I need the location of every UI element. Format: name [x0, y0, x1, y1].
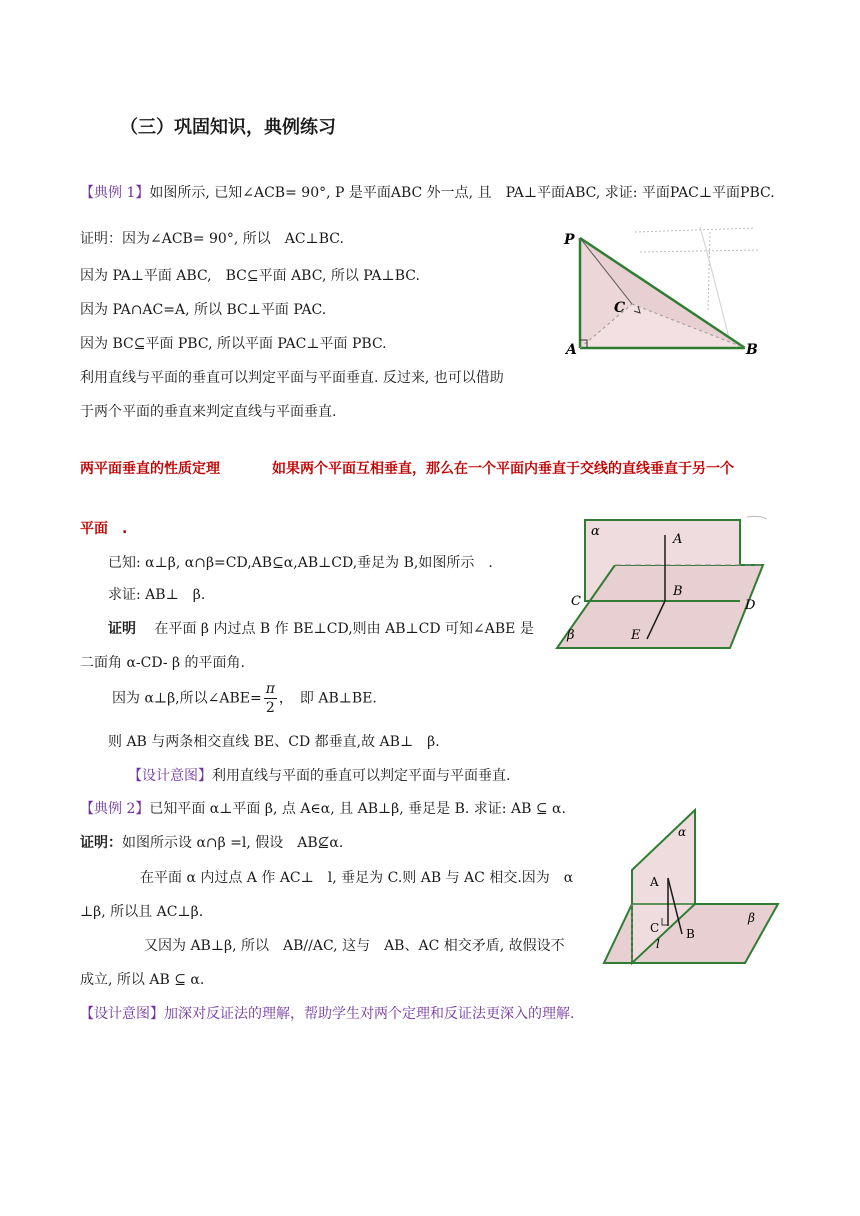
- fig3-label-A: A: [650, 875, 659, 889]
- theorem-given: 已知: α⊥β, α∩β=CD,AB⊆α,AB⊥CD,垂足为 B,如图所示 .: [108, 555, 493, 571]
- fig1-label-C: C: [614, 300, 626, 316]
- theorem-because-line: [112, 680, 377, 717]
- fig3-label-l: l: [656, 937, 660, 951]
- example2-proof-text1: 如图所示设 α∩β =l, 假设 AB⊈α.: [122, 835, 344, 851]
- fig3-label-alpha: α: [678, 825, 687, 839]
- fig2-label-B: B: [673, 584, 683, 599]
- fig2-label-alpha: α: [591, 524, 600, 539]
- example2-problem-line: [80, 798, 566, 818]
- example2-proof-line2: 在平面 α 内过点 A 作 AC⊥ l, 垂足为 C.则 AB 与 AC 相交.因为 α: [140, 870, 574, 886]
- fig2-label-E: E: [631, 628, 641, 643]
- theorem-because-suffix: ， 即 AB⊥BE.: [278, 690, 377, 707]
- theorem-prove: 求证: AB⊥ β.: [108, 587, 206, 603]
- example2-design-text: 加深对反证法的理解，帮助学生对两个定理和反证法更深入的理解.: [164, 1006, 575, 1022]
- fig2-label-C: C: [571, 594, 581, 609]
- theorem-statement-line1: 如果两个平面互相垂直，那么在一个平面内垂直于交线的直线垂直于另一个: [272, 461, 734, 477]
- example1-problem: 如图所示, 已知∠ACB= 90°, P 是平面ABC 外一点, 且 PA⊥平面ABC, 求证: 平面PAC⊥平面PBC.: [149, 185, 775, 201]
- fig3-label-beta: β: [748, 911, 755, 925]
- example2-proof-line3: ⊥β, 所以且 AC⊥β.: [80, 904, 204, 920]
- example1-proof-line-5: 利用直线与平面的垂直可以判定平面与平面垂直. 反过来, 也可以借助: [80, 370, 504, 386]
- fig1-label-B: B: [746, 342, 758, 358]
- example2-design-line: [80, 1003, 574, 1023]
- example2-design-tag: 【设计意图】: [80, 1006, 164, 1022]
- example1-tag: 【典例 1】: [80, 185, 150, 201]
- theorem-statement-line2: 平面 .: [80, 521, 128, 537]
- fraction-denominator: 2: [265, 700, 275, 716]
- example2-tag: 【典例 2】: [80, 801, 150, 817]
- theorem-proof-line1: [108, 618, 534, 638]
- theorem-proof-text1: 在平面 β 内过点 B 作 BE⊥CD,则由 AB⊥CD 可知∠ABE 是: [154, 621, 534, 637]
- example1-proof-line-3: 因为 PA∩AC=A, 所以 BC⊥平面 PAC.: [80, 302, 327, 318]
- example2-problem: 已知平面 α⊥平面 β, 点 A∈α, 且 AB⊥β, 垂足是 B. 求证: AB ⊆ α.: [149, 801, 566, 817]
- example1-proof-line-2: 因为 PA⊥平面 ABC, BC⊆平面 ABC, 所以 PA⊥BC.: [80, 268, 420, 284]
- figure-perpendicular-planes: [555, 515, 770, 655]
- theorem-proof-label: 证明: [108, 621, 136, 637]
- theorem-conclusion: 则 AB 与两条相交直线 BE、CD 都垂直,故 AB⊥ β.: [108, 734, 440, 750]
- section-title: （三）巩固知识，典例练习: [120, 117, 336, 138]
- fig1-label-A: A: [566, 342, 577, 358]
- example1-proof-line-6: 于两个平面的垂直来判定直线与平面垂直.: [80, 404, 337, 420]
- figure-alpha-beta-line-l: [600, 808, 780, 970]
- pi-over-2-fraction: [264, 680, 277, 717]
- example2-proof-line5: 成立, 所以 AB ⊆ α.: [80, 972, 205, 988]
- fraction-numerator: π: [265, 681, 275, 697]
- theorem-design-tag: 【设计意图】: [128, 768, 212, 784]
- fig2-label-D: D: [745, 598, 756, 613]
- example2-proof-label: 证明：: [80, 835, 122, 851]
- example1-proof-line-1: 证明：因为∠ACB= 90°, 所以 AC⊥BC.: [80, 231, 344, 247]
- example2-proof-line1: [80, 832, 343, 852]
- theorem-name: 两平面垂直的性质定理: [80, 461, 220, 477]
- example2-proof-line4: 又因为 AB⊥β, 所以 AB//AC, 这与 AB、AC 相交矛盾, 故假设不: [144, 938, 565, 954]
- fig3-label-B: B: [686, 927, 695, 941]
- example1-proof-line-4: 因为 BC⊆平面 PBC, 所以平面 PAC⊥平面 PBC.: [80, 336, 387, 352]
- fig1-label-P: P: [564, 232, 575, 248]
- fig2-label-A: A: [673, 532, 683, 547]
- fig3-label-C: C: [650, 921, 660, 935]
- theorem-design-text: 利用直线与平面的垂直可以判定平面与平面垂直.: [212, 768, 511, 784]
- theorem-because-prefix: 因为 α⊥β,所以∠ABE=: [112, 690, 262, 707]
- fig2-label-beta: β: [567, 628, 575, 643]
- figure-tetrahedron: [560, 222, 770, 362]
- theorem-proof-line2: 二面角 α-CD- β 的平面角.: [80, 655, 246, 671]
- theorem-design-line: [128, 765, 510, 785]
- example1-problem-line: [80, 182, 775, 202]
